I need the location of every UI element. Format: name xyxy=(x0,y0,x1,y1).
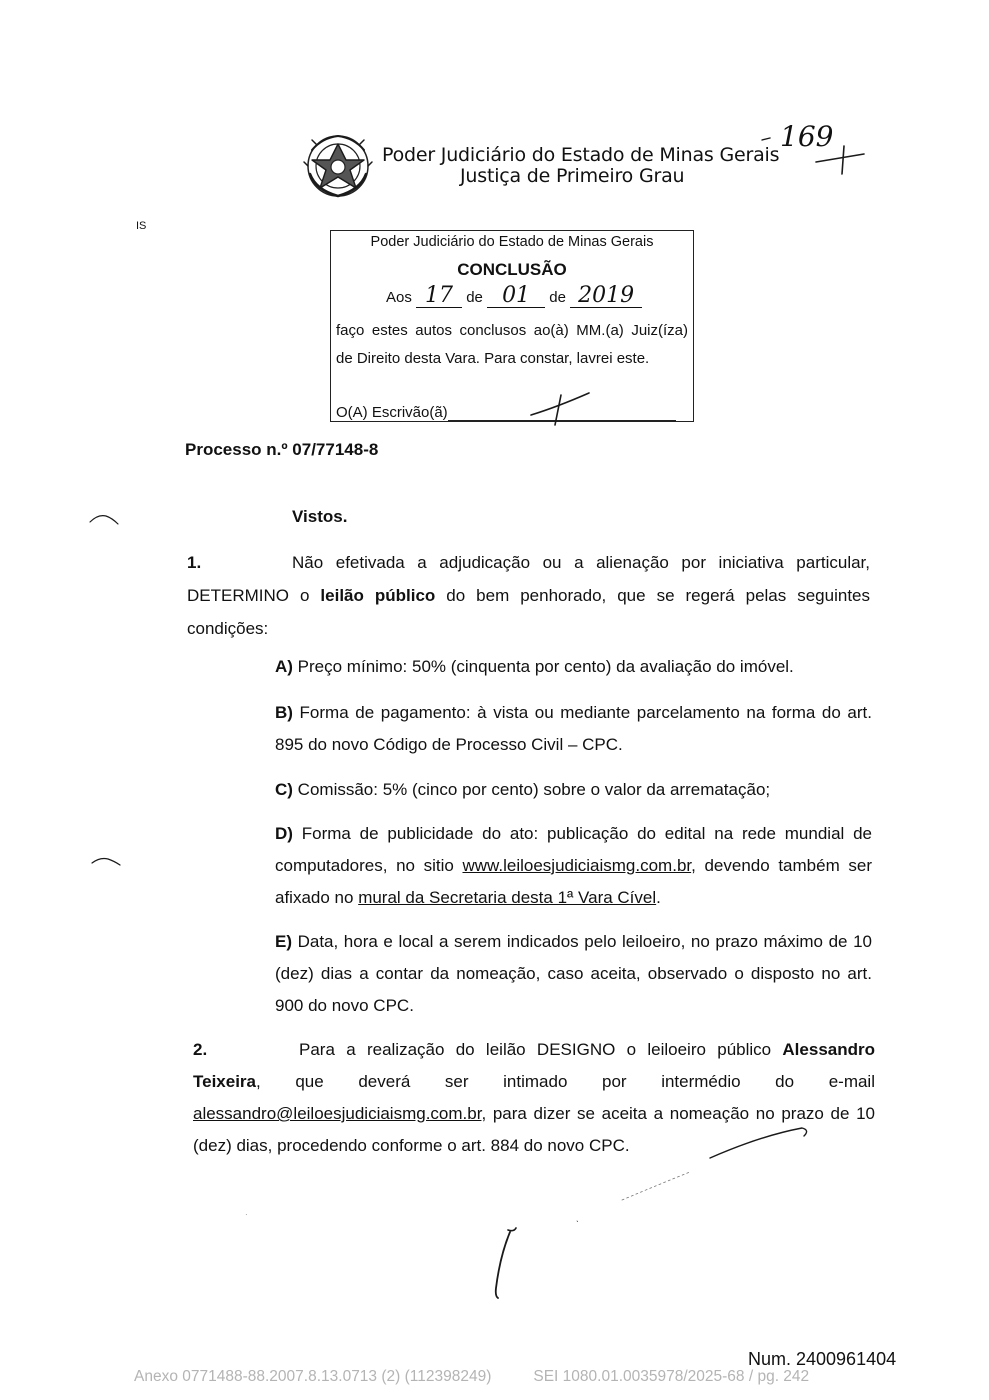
stamp-heading: CONCLUSÃO xyxy=(457,260,567,279)
auctioneer-email-link[interactable]: alessandro@leiloesjudiciaismg.com.br xyxy=(193,1104,482,1123)
auction-website-link[interactable]: www.leiloesjudiciaismg.com.br xyxy=(462,856,692,875)
stamp-month: 01 xyxy=(487,285,545,308)
stamp-day: 17 xyxy=(416,285,462,308)
scan-mark: ˎ xyxy=(576,1212,579,1222)
stamp-body: faço estes autos conclusos ao(à) MM.(a) Juiz(íza) de Direito desta Vara. Para constar, lavrei este. xyxy=(336,322,688,367)
vistos-heading: Vistos. xyxy=(292,507,348,526)
stamp-signer: O(A) Escrivão(ã) xyxy=(336,404,676,421)
footer-anexo: Anexo 0771488-88.2007.8.13.0713 (2) (112398249) xyxy=(134,1368,492,1385)
scan-dot: · xyxy=(245,1210,248,1219)
condition-a: A) Preço mínimo: 50% (cinquenta por cento) da avaliação do imóvel. xyxy=(275,657,794,676)
condition-d: D) Forma de publicidade do ato: publicação do edital na rede mundial de computadores, no sitio www.leiloesjudiciaismg.com.br, devendo também ser afixado no mural da Secretaria desta 1ª Vara Cível. xyxy=(275,824,872,907)
paragraph-number: 2. xyxy=(193,1040,208,1059)
clerk-signature xyxy=(527,387,597,427)
court-name: Poder Judiciário do Estado de Minas Gerais xyxy=(382,144,780,166)
process-number: Processo n.º 07/77148-8 xyxy=(185,440,379,459)
stamp-title: Poder Judiciário do Estado de Minas Gerais xyxy=(370,234,654,250)
paragraph-1: 1. Não efetivada a adjudicação ou a alienação por iniciativa particular, DETERMINO o leilão público do bem penhorado, que se regerá pelas seguintes condições: xyxy=(187,546,870,645)
judge-signature xyxy=(484,1226,524,1301)
conclusion-stamp xyxy=(330,230,694,422)
paragraph-number: 1. xyxy=(187,553,202,572)
court-instance: Justiça de Primeiro Grau xyxy=(460,165,685,187)
coat-of-arms-icon xyxy=(302,130,374,202)
stamp-date-line: Aos 17 de 01 de 2019 xyxy=(386,285,642,308)
margin-mark xyxy=(90,853,122,871)
condition-b: B) Forma de pagamento: à vista ou mediante parcelamento na forma do art. 895 do novo Código de Processo Civil – CPC. xyxy=(275,703,872,754)
signature-flourish xyxy=(620,1122,820,1202)
paragraph-2: 2. Para a realização do leilão DESIGNO o leiloeiro público Alessandro Teixeira, que deverá ser intimado por intermédio do e-mail alessandro@leiloesjudiciaismg.com.br, para dizer se aceita a nomeação no prazo de 10 (dez) dias, procedendo conforme o art. 884 do novo CPC. xyxy=(193,1034,875,1162)
condition-c: C) Comissão: 5% (cinco por cento) sobre o valor da arrematação; xyxy=(275,780,771,799)
margin-note: IS xyxy=(136,220,147,232)
footer-sei: SEI 1080.01.0035978/2025-68 / pg. 242 xyxy=(533,1368,810,1385)
condition-e: E) Data, hora e local a serem indicados pelo leiloeiro, no prazo máximo de 10 (dez) dias a contar da nomeação, caso aceita, observado o disposto no art. 900 do novo CPC. xyxy=(275,932,872,1015)
folio-number: 169 xyxy=(760,118,870,188)
footer-stamp xyxy=(134,1368,851,1386)
stamp-year: 2019 xyxy=(570,285,642,308)
margin-mark xyxy=(88,510,120,528)
document-id: Num. 2400961404 xyxy=(748,1349,897,1369)
